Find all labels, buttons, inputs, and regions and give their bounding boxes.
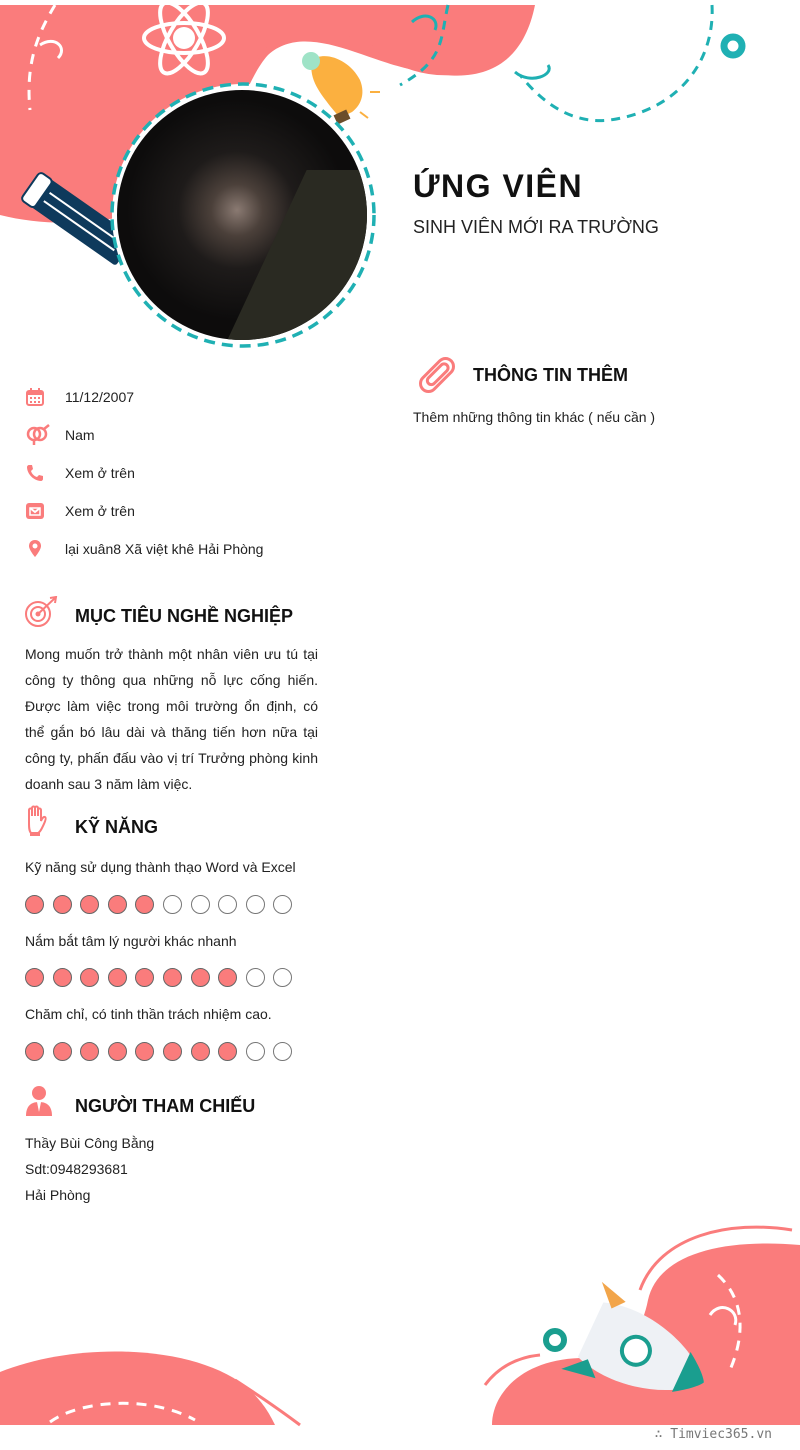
objective-text: Mong muốn trở thành một nhân viên ưu tú tại công ty thông qua những nỗ lực cống hiến. Được làm việc trong môi trường ổn định, có thể gắn bó lâu dài và thăng tiến hơn nữa tại công ty, phấn đấu vào vị trí Trưởng phòng kinh doanh sau 3 năm làm việc. bbox=[25, 646, 318, 792]
rating-dot bbox=[191, 1042, 210, 1061]
reference-line-2: Sdt:0948293681 bbox=[25, 1161, 128, 1177]
rating-dot bbox=[80, 968, 99, 987]
rating-dot bbox=[53, 968, 72, 987]
contact-gender bbox=[25, 423, 95, 447]
target-icon bbox=[24, 596, 58, 635]
location-icon bbox=[25, 537, 55, 561]
rating-dot bbox=[163, 895, 182, 914]
bottom-left-blob bbox=[0, 1351, 275, 1425]
person-icon bbox=[25, 1085, 53, 1122]
contact-email bbox=[25, 499, 135, 523]
extra-info-text: Thêm những thông tin khác ( nếu cần ) bbox=[413, 409, 656, 425]
skill-3-rating bbox=[25, 1042, 292, 1061]
rating-dot bbox=[246, 1042, 265, 1061]
rating-dot bbox=[273, 968, 292, 987]
skill-2-name: Nắm bắt tâm lý người khác nhanh bbox=[25, 933, 237, 949]
candidate-position: SINH VIÊN MỚI RA TRƯỜNG bbox=[413, 217, 659, 237]
skill-2-rating bbox=[25, 968, 292, 987]
rating-dot bbox=[135, 1042, 154, 1061]
rating-dot bbox=[218, 968, 237, 987]
rating-dot bbox=[25, 968, 44, 987]
gender-value: Nam bbox=[65, 427, 95, 443]
calendar-icon bbox=[25, 385, 55, 409]
rating-dot bbox=[108, 1042, 127, 1061]
rating-dot bbox=[246, 968, 265, 987]
candidate-name: ỨNG VIÊN bbox=[413, 168, 584, 204]
skill-1-name: Kỹ năng sử dụng thành thạo Word và Excel bbox=[25, 859, 296, 875]
phone-value: Xem ở trên bbox=[65, 465, 135, 481]
contact-phone bbox=[25, 461, 135, 485]
rating-dot bbox=[163, 1042, 182, 1061]
email-icon bbox=[25, 499, 55, 523]
skills-title: KỸ NĂNG bbox=[75, 817, 159, 837]
rating-dot bbox=[191, 895, 210, 914]
paperclip-icon bbox=[414, 354, 460, 401]
reference-line-3: Hải Phòng bbox=[25, 1187, 91, 1203]
extra-info-title: THÔNG TIN THÊM bbox=[473, 365, 628, 385]
rating-dot bbox=[25, 895, 44, 914]
rating-dot bbox=[80, 1042, 99, 1061]
rating-dot bbox=[108, 895, 127, 914]
references-title: NGƯỜI THAM CHIẾU bbox=[75, 1096, 256, 1116]
rating-dot bbox=[135, 968, 154, 987]
birthday-value: 11/12/2007 bbox=[65, 389, 135, 405]
rating-dot bbox=[191, 968, 210, 987]
objective-title: MỤC TIÊU NGHỀ NGHIỆP bbox=[75, 606, 294, 626]
hand-icon bbox=[24, 805, 50, 842]
rating-dot bbox=[218, 1042, 237, 1061]
rating-dot bbox=[53, 895, 72, 914]
rating-dot bbox=[218, 895, 237, 914]
rating-dot bbox=[108, 968, 127, 987]
rating-dot bbox=[135, 895, 154, 914]
rating-dot bbox=[53, 1042, 72, 1061]
address-value: lại xuân8 Xã việt khê Hải Phòng bbox=[65, 541, 264, 557]
contact-address bbox=[25, 537, 263, 561]
rating-dot bbox=[273, 895, 292, 914]
rating-dot bbox=[80, 895, 99, 914]
avatar bbox=[117, 90, 367, 340]
phone-icon bbox=[25, 461, 55, 485]
rating-dot bbox=[246, 895, 265, 914]
rating-dot bbox=[163, 968, 182, 987]
email-value: Xem ở trên bbox=[65, 503, 135, 519]
gender-icon bbox=[25, 423, 55, 447]
rating-dot bbox=[273, 1042, 292, 1061]
skill-1-rating bbox=[25, 895, 292, 914]
footer-brand[interactable]: ∴ Timviec365.vn bbox=[654, 1427, 772, 1442]
skill-3-name: Chăm chỉ, có tinh thần trách nhiệm cao. bbox=[25, 1006, 272, 1022]
contact-birthday bbox=[25, 385, 134, 409]
rating-dot bbox=[25, 1042, 44, 1061]
teal-ring bbox=[724, 37, 742, 55]
reference-line-1: Thầy Bùi Công Bằng bbox=[25, 1135, 155, 1151]
